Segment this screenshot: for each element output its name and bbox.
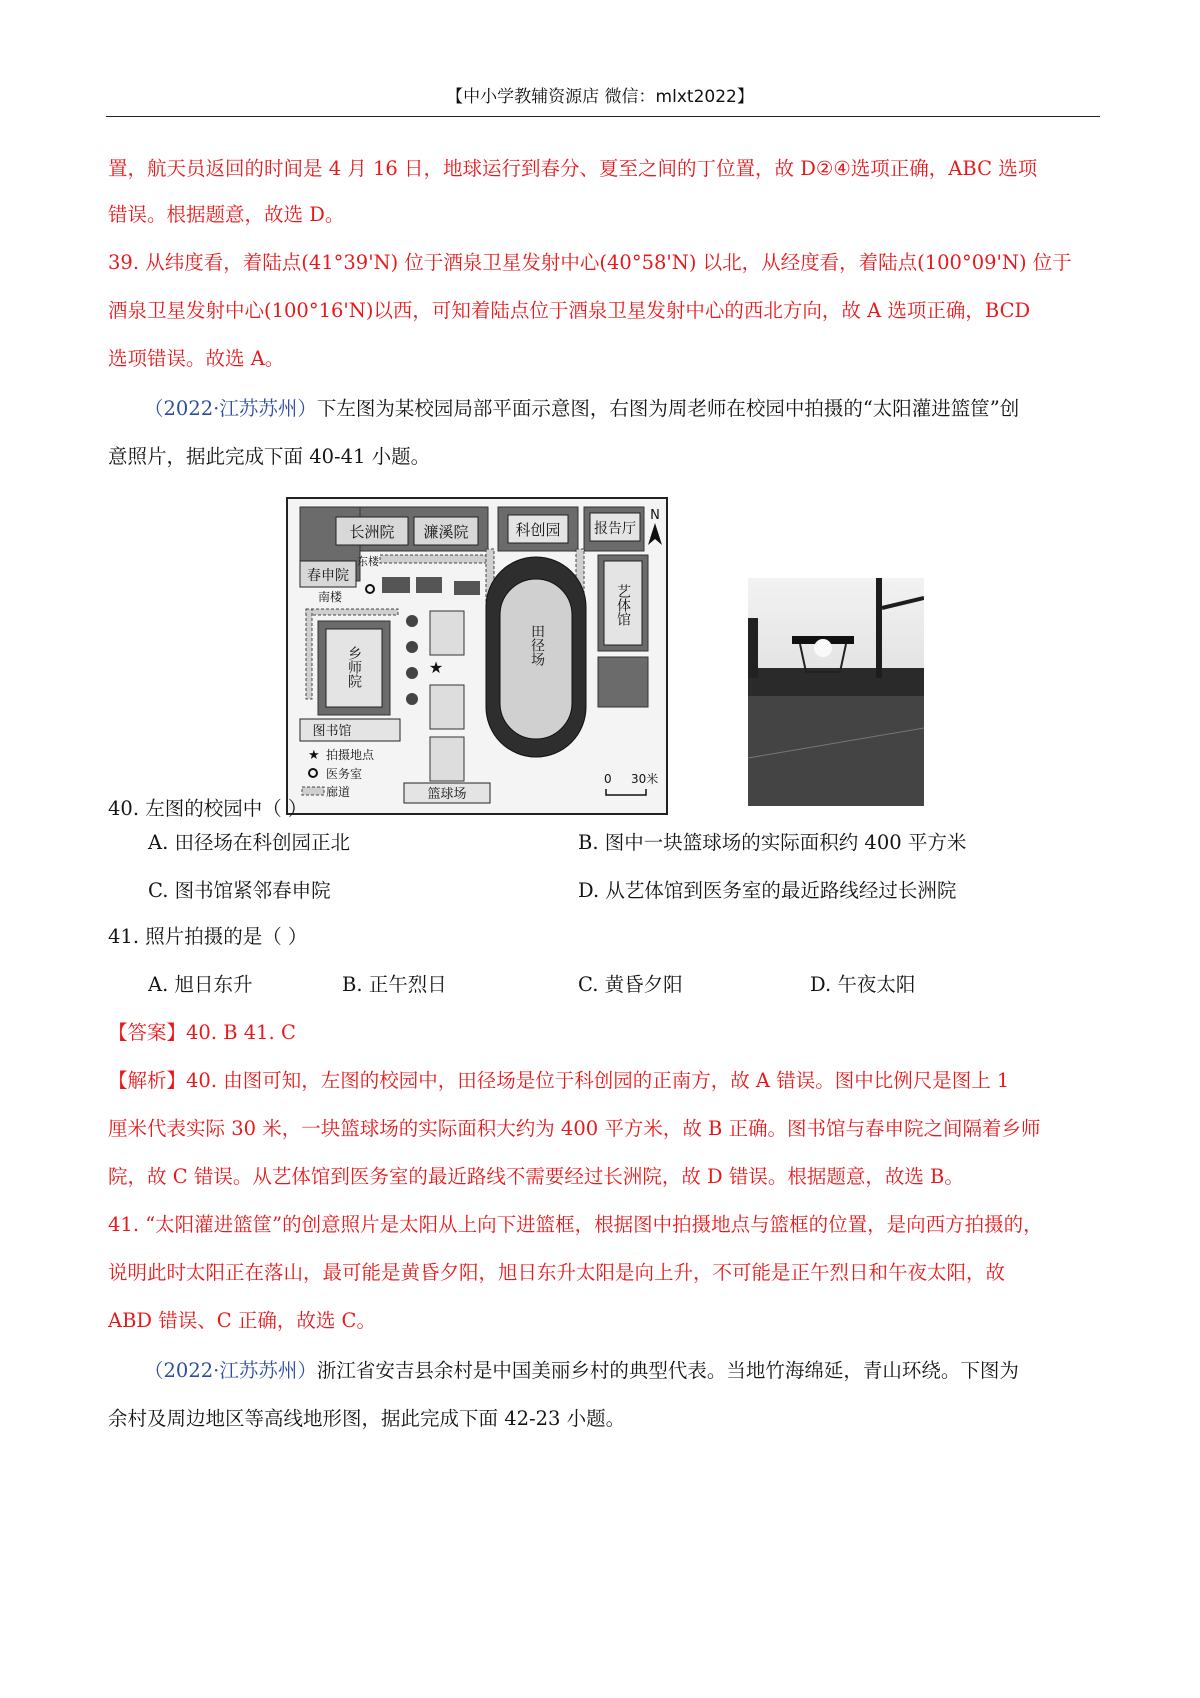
q41-option-b: B. 正午烈日 xyxy=(342,973,447,996)
map-label-tushu: 图书馆 xyxy=(312,724,352,739)
explanation-line-2: 厘米代表实际 30 米，一块篮球场的实际面积大约为 400 平方米，故 B 正确。图书馆与春申院之间隔着乡师 xyxy=(108,1117,1041,1140)
map-label-nanlou: 南楼 xyxy=(317,590,343,604)
photo-location-star-icon: ★ xyxy=(428,658,444,677)
legend-corridor-label: 廊道 xyxy=(326,785,351,799)
passage-2-line-1 xyxy=(144,1348,1094,1394)
q41-option-d: D. 午夜太阳 xyxy=(810,973,916,996)
map-label-yiti: 艺体馆 xyxy=(615,584,631,626)
map-label-kechuang: 科创园 xyxy=(515,521,561,539)
q40-stem: 40. 左图的校园中（ ） xyxy=(108,797,308,820)
map-label-xiangshi: 乡师院 xyxy=(346,646,362,688)
basketball-sun-photo xyxy=(748,578,924,806)
explanation-line-3: 院，故 C 错误。从艺体馆到医务室的最近路线不需要经过长洲院，故 D 错误。根据题意，故选 B。 xyxy=(108,1165,964,1188)
legend-star-label: 拍摄地点 xyxy=(326,748,375,762)
north-label: N xyxy=(650,508,660,523)
answer-line: 【答案】40. B 41. C xyxy=(108,1021,296,1044)
explanation-line-5: 说明此时太阳正在落山，最可能是黄昏夕阳，旭日东升太阳是向上升，不可能是正午烈日和午夜太阳，故 xyxy=(108,1261,1006,1284)
q40-option-b: B. 图中一块篮球场的实际面积约 400 平方米 xyxy=(578,831,967,854)
passage-1-line-2: 意照片，据此完成下面 40-41 小题。 xyxy=(108,445,431,468)
map-label-lianxi: 濂溪院 xyxy=(423,523,469,541)
map-label-tianjing: 田径场 xyxy=(529,624,545,666)
passage-2-line-2: 余村及周边地区等高线地形图，据此完成下面 42-23 小题。 xyxy=(108,1407,626,1430)
passage-2-source: （2022·江苏苏州） xyxy=(144,1359,317,1382)
q39-analysis-line-1: 39. 从纬度看，着陆点(41°39'N) 位于酒泉卫星发射中心(40°58'N) 以北，从经度看，着陆点(100°09'N) 位于 xyxy=(108,251,1072,274)
prev-analysis-line-2: 错误。根据题意，故选 D。 xyxy=(108,203,345,226)
explanation-line-1: 【解析】40. 由图可知，左图的校园中，田径场是位于科创园的正南方，故 A 错误。图中比例尺是图上 1 xyxy=(108,1069,1010,1092)
passage-1-text: 下左图为某校园局部平面示意图，右图为周老师在校园中拍摄的“太阳灌进篮筐”创 xyxy=(316,397,1020,420)
campus-map xyxy=(286,497,668,815)
map-label-baogao: 报告厅 xyxy=(594,521,636,537)
map-label-lanqiu: 篮球场 xyxy=(427,787,467,802)
q40-option-c: C. 图书馆紧邻春申院 xyxy=(148,879,331,902)
explanation-line-4: 41. “太阳灌进篮筐”的创意照片是太阳从上向下进篮框，根据图中拍摄地点与篮框的位置，是向西方拍摄的， xyxy=(108,1213,1043,1236)
q41-option-a: A. 旭日东升 xyxy=(148,973,253,996)
legend-star-icon: ★ xyxy=(308,748,320,763)
scale-length: 30米 xyxy=(631,772,659,786)
q39-analysis-line-2: 酒泉卫星发射中心(100°16'N)以西，可知着陆点位于酒泉卫星发射中心的西北方向，故 A 选项正确，BCD xyxy=(108,299,1031,322)
q40-option-a: A. 田径场在科创园正北 xyxy=(148,831,350,854)
passage-1-source: （2022·江苏苏州） xyxy=(144,397,317,420)
legend-medical-label: 医务室 xyxy=(326,767,363,781)
q39-analysis-line-3: 选项错误。故选 A。 xyxy=(108,347,285,370)
q40-option-d: D. 从艺体馆到医务室的最近路线经过长洲院 xyxy=(578,879,957,902)
q41-option-c: C. 黄昏夕阳 xyxy=(578,973,683,996)
map-label-changzhou: 长洲院 xyxy=(349,523,395,541)
scale-zero: 0 xyxy=(604,772,612,786)
page-header: 【中小学教辅资源店 微信：mlxt2022】 xyxy=(446,87,754,107)
passage-1-line-1 xyxy=(144,386,1094,432)
passage-2-text: 浙江省安吉县余村是中国美丽乡村的典型代表。当地竹海绵延，青山环绕。下图为 xyxy=(316,1359,1019,1382)
header-divider xyxy=(106,116,1100,117)
map-label-chunshen: 春申院 xyxy=(307,568,349,584)
q41-stem: 41. 照片拍摄的是（ ） xyxy=(108,925,308,948)
explanation-line-6: ABD 错误、C 正确，故选 C。 xyxy=(108,1309,376,1332)
map-label-donglou: 东楼 xyxy=(357,555,379,568)
prev-analysis-line-1: 置，航天员返回的时间是 4 月 16 日，地球运行到春分、夏至之间的丁位置，故 D②④选项正确，ABC 选项 xyxy=(108,157,1038,180)
